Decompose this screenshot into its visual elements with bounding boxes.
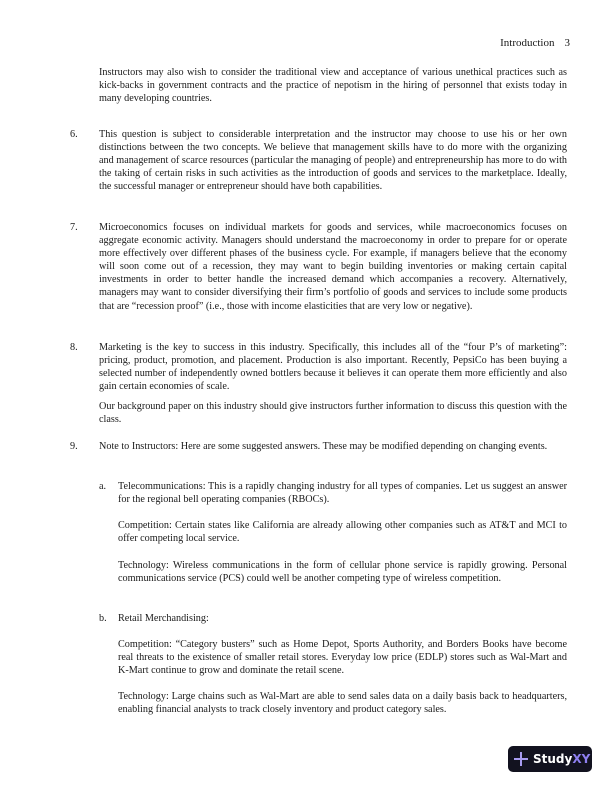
section-title: Introduction	[500, 37, 555, 49]
studyxy-watermark-badge[interactable]	[508, 746, 592, 772]
subitem-a-title: Telecommunications: This is a rapidly changing industry for all types of companies. Let us suggest an answer for the regional bell operating companies (RBOCs).	[118, 481, 567, 506]
item-8-followup: Our background paper on this industry should give instructors further information to discuss this question with the class.	[99, 401, 567, 426]
intro-paragraph: Instructors may also wish to consider the traditional view and acceptance of various unethical practices such as kick-backs in government contracts and the practice of nepotism in the hiring of personnel that exists today in many developing countries.	[99, 67, 567, 105]
subitem-b-title: Retail Merchandising:	[118, 613, 209, 624]
item-number: 6.	[70, 129, 78, 140]
subitem-letter: a.	[99, 481, 107, 492]
item-8-text: Marketing is the key to success in this industry. Specifically, this includes all of the “four P’s of marketing”: pricing, product, promotion, and placement. Production is also important. Recently, PepsiCo has been buying a selected number of independently owned bottlers because it believes it can operate them more efficiently and also gain certain economies of scale.	[99, 342, 567, 393]
item-number: 7.	[70, 222, 78, 233]
brand-main: Study	[533, 752, 573, 766]
subitem-a-competition: Competition: Certain states like California are already allowing other companies such as AT&T and MCI to offer competing local service.	[118, 520, 567, 545]
item-7-text: Microeconomics focuses on individual markets for goods and services, while macroeconomics focuses on aggregate economic activity. Managers should understand the macroeconomy in order to prepare for or operate more effectively over different phases of the business cycle. For example, if managers believe that the economy will soon come out of a recession, they may want to begin building inventories or making certain capital investments in order to better handle the increased demand which accompanies a recovery. Alternatively, managers may want to consider diversifying their firm’s portfolio of goods and services to include some products that are “recession proof” (i.e., those with income elasticities that are very low or negative).	[99, 222, 567, 312]
subitem-a-technology: Technology: Wireless communications in the form of cellular phone service is rapidly growing. Personal communications service (PCS) could well be another competing type of wireless competition.	[118, 560, 567, 585]
brand-accent: XY	[572, 752, 591, 766]
item-6-text: This question is subject to considerable interpretation and the instructor may choose to use his or her own distinctions between the two concepts. We believe that management skills have to do more with the organizing and management of scarce resources (particular the managing of people) and entrepreneurship has more to do with the taking of certain risks in such activities as the introduction of goods and services to the marketplace. Ideally, the successful manager or entrepreneur should have both capabilities.	[99, 129, 567, 193]
item-number: 8.	[70, 342, 78, 353]
item-9-text: Note to Instructors: Here are some suggested answers. These may be modified depending on changing events.	[99, 441, 548, 452]
subitem-letter: b.	[99, 613, 107, 624]
subitem-b-technology: Technology: Large chains such as Wal-Mart are able to send sales data on a daily basis back to headquarters, enabling financial analysts to track closely inventory and product category sales.	[118, 691, 567, 716]
page-number: 3	[564, 37, 570, 49]
running-header	[500, 37, 570, 49]
item-number: 9.	[70, 441, 78, 452]
subitem-b-competition: Competition: “Category busters” such as Home Depot, Sports Authority, and Borders Books have become real threats to the existence of smaller retail stores. Everyday low price (EDLP) stores such as Wal-Mart and K-Mart continue to grow and dominate the retail scene.	[118, 639, 567, 677]
plus-icon	[514, 752, 528, 766]
brand-name	[533, 752, 590, 766]
